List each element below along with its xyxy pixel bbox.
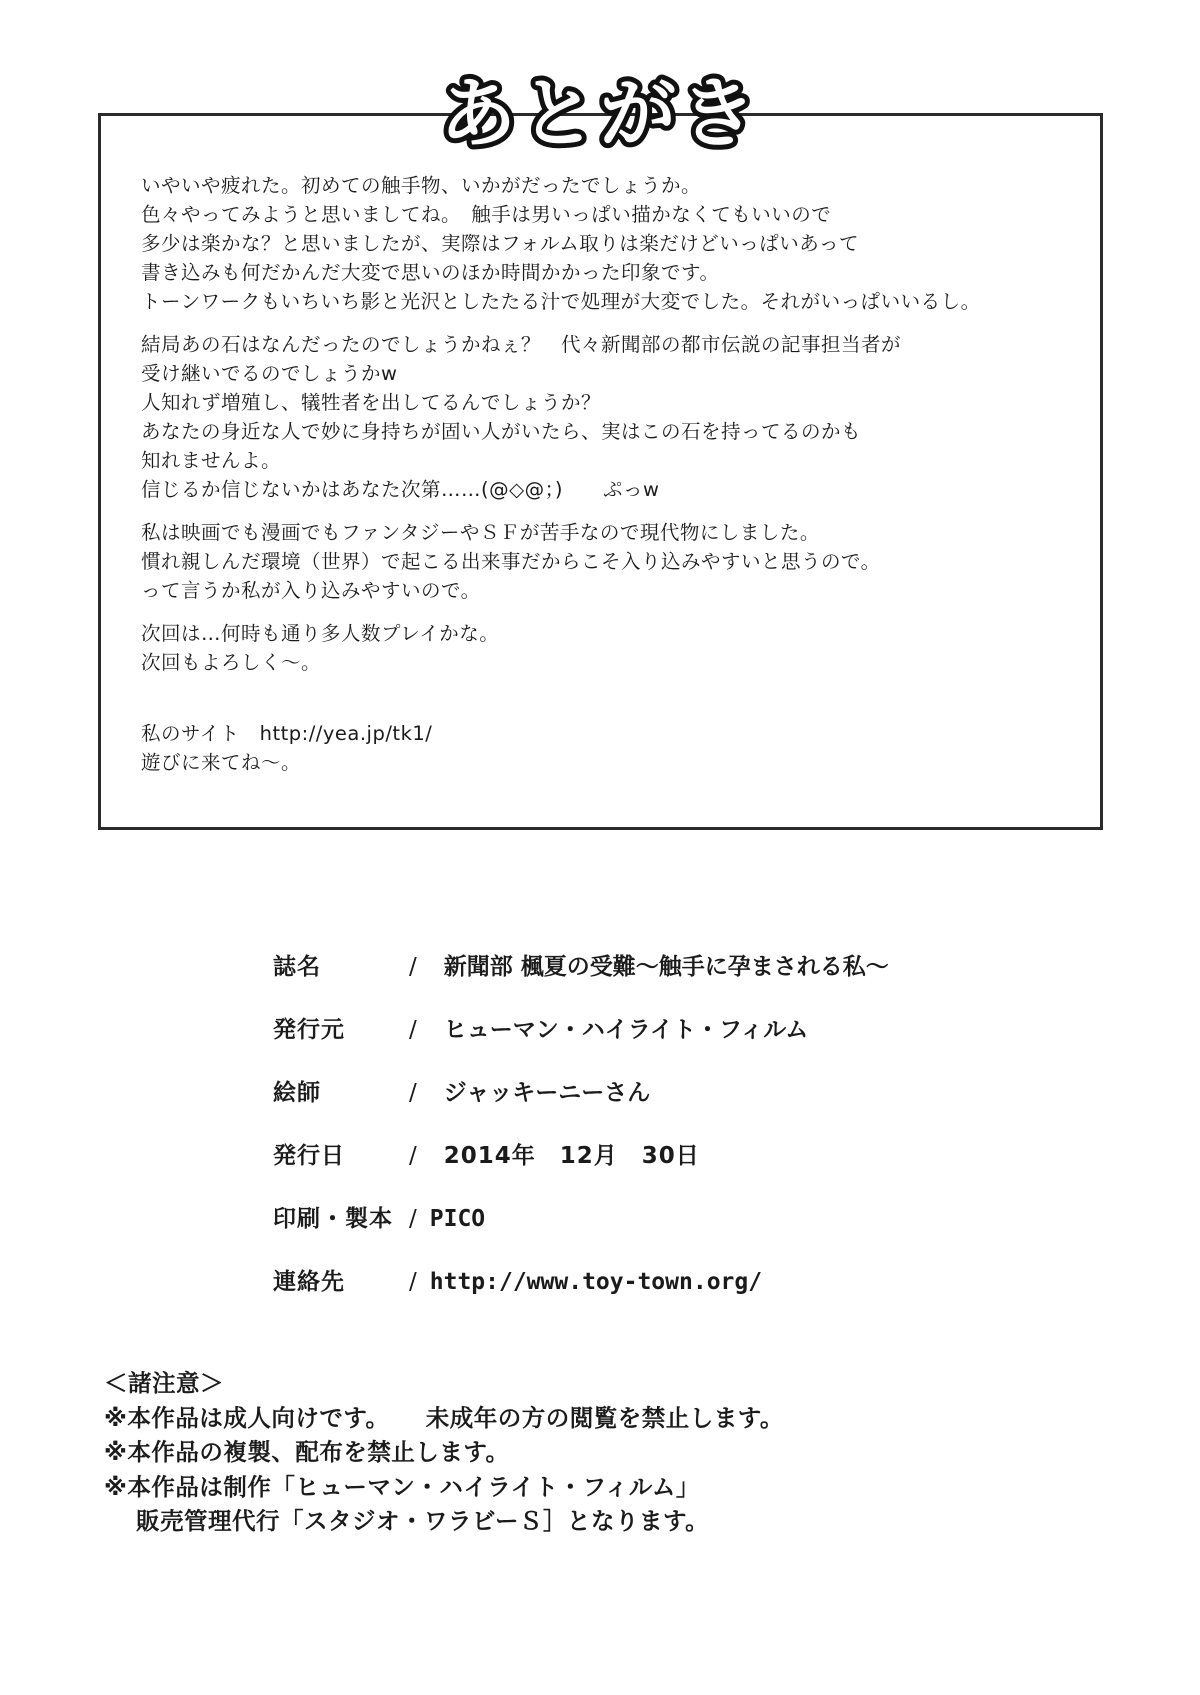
afterword-line: 信じるか信じないかはあなた次第……(@◇@；) ぷっw [141, 478, 660, 501]
colophon-value-publisher: ヒューマン・ハイライト・フィルム [443, 1016, 809, 1043]
colophon-row-date [273, 1137, 889, 1169]
afterword-line: 次回は…何時も通り多人数プレイかな。 [141, 622, 500, 645]
afterword-line: 色々やってみようと思いましてね。 触手は男いっぱい描かなくてもいいので [141, 203, 832, 226]
colophon-separator: / [409, 1017, 418, 1043]
colophon-label: 連絡先 [273, 1269, 345, 1295]
afterword-line: 慣れ親しんだ環境（世界）で起こる出来事だからこそ入り込みやすいと思うので。 [141, 550, 881, 573]
afterword-line: 知れませんよ。 [141, 449, 282, 472]
afterword-paragraph-site [141, 719, 1071, 777]
site-url-line: 私のサイト http://yea.jp/tk1/ [141, 722, 433, 745]
colophon-row-artist [273, 1074, 889, 1106]
notice-line: ※本作品の複製、配布を禁止します。 [104, 1438, 510, 1466]
colophon-value-date: 2014年 12月 30日 [443, 1143, 700, 1169]
afterword-paragraph [141, 171, 1071, 316]
colophon-label: 発行元 [273, 1017, 345, 1043]
page-title: あとがき [440, 69, 760, 158]
colophon-row-title [273, 948, 889, 980]
colophon-separator: / [409, 1080, 418, 1106]
afterword-line: 人知れず増殖し、犠牲者を出してるんでしょうか？ [141, 391, 602, 414]
afterword-line: って言うか私が入り込みやすいので。 [141, 579, 481, 602]
afterword-paragraph [141, 330, 1071, 504]
notice-line: 販売管理代行「スタジオ・ワラビーＳ］となります。 [136, 1507, 710, 1535]
afterword-line: トーンワークもいちいち影と光沢としたたる汁で処理が大変でした。それがいっぱいいるし。 [141, 290, 981, 313]
afterword-line: 次回もよろしく〜。 [141, 651, 322, 674]
notice-line: ※本作品は制作「ヒューマン・ハイライト・フィルム」 [104, 1472, 700, 1501]
afterword-text [141, 171, 1071, 777]
colophon-separator: / [409, 954, 418, 980]
colophon-value-contact-url: http://www.toy-town.org/ [429, 1269, 763, 1295]
colophon-value-artist: ジャッキーニーさん [443, 1079, 651, 1106]
colophon-separator: / [409, 1269, 418, 1295]
colophon-value-printer: PICO [429, 1206, 486, 1232]
colophon-row-publisher [273, 1011, 889, 1043]
afterword-line: 結局あの石はなんだったのでしょうかねぇ？ 代々新聞部の都市伝説の記事担当者が [141, 333, 902, 356]
notice-line: ※本作品は成人向けです。 未成年の方の閲覧を禁止します。 [104, 1403, 784, 1432]
colophon [273, 948, 889, 1326]
afterword-line: 遊びに来てね〜。 [141, 751, 302, 774]
afterword-line: あなたの身近な人で妙に身持ちが固い人がいたら、実はこの石を持ってるのかも [141, 420, 862, 443]
notices-section [104, 1366, 784, 1539]
colophon-label: 印刷・製本 [273, 1206, 393, 1232]
afterword-line: いやいや疲れた。初めての触手物、いかがだったでしょうか。 [141, 174, 702, 197]
colophon-separator: / [409, 1206, 418, 1232]
afterword-paragraph [141, 518, 1071, 605]
afterword-line: 多少は楽かな？と思いましたが、実際はフォルム取りは楽だけどいっぱいあって [141, 232, 860, 255]
afterword-line: 私は映画でも漫画でもファンタジーやＳＦが苦手なので現代物にしました。 [141, 521, 820, 544]
afterword-line: 受け継いでるのでしょうかw [141, 362, 398, 385]
colophon-label: 発行日 [273, 1143, 345, 1169]
colophon-label: 絵師 [273, 1080, 321, 1106]
colophon-value-book-title: 新聞部 楓夏の受難〜触手に孕まされる私〜 [443, 953, 889, 980]
colophon-row-contact [273, 1263, 889, 1295]
notices-heading: ＜諸注意＞ [104, 1369, 224, 1397]
afterword-paragraph [141, 619, 1071, 677]
colophon-row-printer [273, 1200, 889, 1232]
afterword-line: 書き込みも何だかんだ大変で思いのほか時間かかった印象です。 [141, 261, 720, 284]
colophon-label: 誌名 [273, 954, 321, 980]
colophon-separator: / [409, 1143, 418, 1169]
